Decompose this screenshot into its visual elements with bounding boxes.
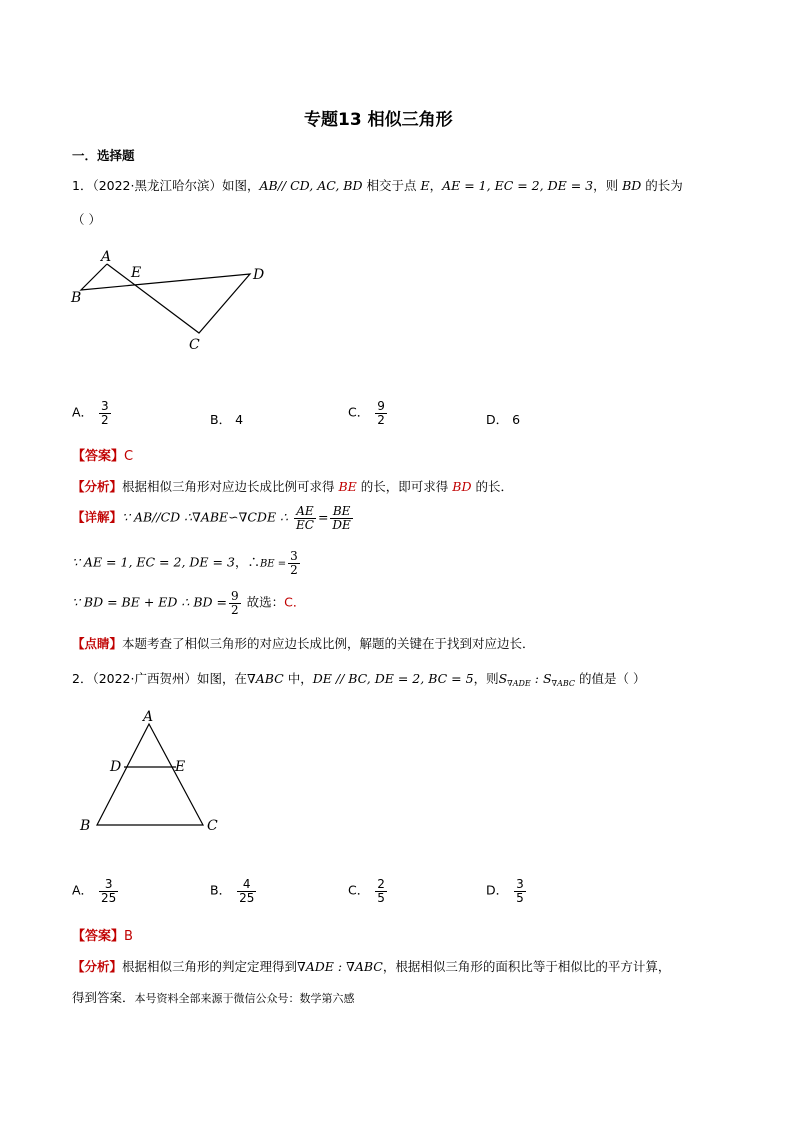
q1-option-d-letter: D． <box>486 412 509 427</box>
q1-detail-eq: = <box>317 509 329 525</box>
q2-option-c-num: 2 <box>377 877 385 891</box>
q1-detail-frac3-den: 2 <box>290 562 298 577</box>
q2-analysis-rel: ∇ADE : ∇ABC <box>297 959 383 974</box>
q2-analysis-text1: 根据相似三角形的判定定理得到 <box>122 959 298 974</box>
q2-label-b: B <box>80 818 91 834</box>
q1-label-a: A <box>101 249 112 265</box>
q2-option-b-num: 4 <box>242 877 251 891</box>
q1-option-c-letter: C． <box>348 404 370 420</box>
q2-option-b[interactable] <box>210 878 258 904</box>
q1-stem-prefix: 1．（2022·黑龙江哈尔滨）如图， <box>72 178 260 193</box>
q1-detail-frac4-den: 2 <box>231 602 239 617</box>
q1-detail-frac2-num: BE <box>332 504 351 518</box>
q1-point-tag: 【点睛】 <box>72 636 123 651</box>
q2-option-a[interactable] <box>72 878 120 904</box>
q2-label-e: E <box>175 759 186 775</box>
q1-detail-line2-sep: ，∴ <box>234 554 260 570</box>
q2-answer-value: B <box>124 929 133 944</box>
page-title: 专题13 相似三角形 <box>304 110 453 130</box>
q2-answer <box>72 925 133 944</box>
q1-detail-line3-choose: 故选： <box>242 594 285 610</box>
q1-option-a[interactable] <box>72 400 113 426</box>
q1-stem-suffix: 的长为 <box>641 178 683 193</box>
q1-detail-line2 <box>72 550 302 576</box>
q1-option-b[interactable] <box>210 410 243 428</box>
q2-option-a-den: 25 <box>101 890 117 905</box>
q2-option-c-letter: C． <box>348 882 370 898</box>
q1-option-a-den: 2 <box>101 412 109 427</box>
q2-option-a-letter: A． <box>72 882 94 898</box>
q1-answer-value: C <box>124 449 134 464</box>
q1-cond2: AE = 1, EC = 2, DE = 3 <box>442 178 594 193</box>
q1-option-a-num: 3 <box>101 399 109 413</box>
q2-mid2: ，则 <box>473 671 499 686</box>
q1-point-text: 本题考查了相似三角形的对应边长成比例，解题的关键在于找到对应边长． <box>122 636 535 651</box>
q2-s2: S <box>542 671 552 686</box>
q1-option-d[interactable] <box>486 410 520 428</box>
q1-analysis <box>72 477 513 495</box>
q1-mid1: 相交于点 <box>362 178 421 193</box>
q1-detail-line1 <box>72 505 355 531</box>
q2-option-d-den: 5 <box>516 890 524 905</box>
q1-detail-frac2-den: DE <box>332 517 351 532</box>
q1-detail-frac1-den: EC <box>295 517 314 532</box>
q2-cond: DE // BC, DE = 2, BC = 5 <box>312 671 474 686</box>
q1-option-b-text: 4 <box>235 412 244 427</box>
q2-label-c: C <box>207 818 218 834</box>
q1-answer-tag: 【答案】 <box>72 449 125 464</box>
q1-point-e: E <box>420 178 430 193</box>
q1-detail-line3 <box>72 590 305 616</box>
q1-analysis-tag: 【分析】 <box>72 479 123 494</box>
q1-analysis-text2: 的长，即可求得 <box>356 479 453 494</box>
q2-analysis-line2 <box>72 988 355 1006</box>
q2-analysis-line2-text: 得到答案． <box>72 990 135 1005</box>
q2-analysis <box>72 957 670 975</box>
q1-paren: （ ） <box>72 212 101 227</box>
q2-label-a: A <box>143 709 154 725</box>
q1-detail-frac1-num: AE <box>296 504 314 518</box>
q2-stem-prefix: 2．（2022·广西贺州）如图，在 <box>72 671 247 686</box>
q1-option-c-num: 9 <box>377 399 385 413</box>
q1-stem <box>72 176 683 194</box>
q1-figure-lines <box>81 264 250 333</box>
q1-cond1: AB// CD, AC, BD <box>259 178 363 193</box>
q2-option-d-letter: D． <box>486 882 509 898</box>
q1-analysis-text3: 的长． <box>471 479 513 494</box>
q1-detail-tag: 【详解】 <box>72 509 123 525</box>
q1-option-d-text: 6 <box>512 412 521 427</box>
q2-colon: : <box>530 671 543 686</box>
q2-s1: S <box>498 671 508 686</box>
q1-detail-frac3-num: 3 <box>290 549 298 563</box>
q1-option-c-den: 2 <box>377 412 385 427</box>
q2-option-c-den: 5 <box>377 890 385 905</box>
section-heading: 一．选择题 <box>72 148 135 163</box>
q2-option-b-den: 25 <box>239 890 255 905</box>
q1-option-b-letter: B． <box>210 412 232 427</box>
q1-analysis-text1: 根据相似三角形对应边长成比例可求得 <box>122 479 339 494</box>
q2-analysis-tag: 【分析】 <box>72 959 123 974</box>
q1-point <box>72 634 535 652</box>
q1-label-d: D <box>253 267 265 283</box>
q1-mid2: ，则 <box>593 178 623 193</box>
q1-label-e: E <box>131 265 142 281</box>
q1-label-c: C <box>189 337 200 353</box>
q1-detail-line3-text: ∵ BD = BE + ED ∴ BD = <box>72 594 227 610</box>
q1-label-b: B <box>71 290 82 306</box>
q2-figure <box>70 705 230 835</box>
q2-watermark: 本号资料全部来源于微信公众号：数学第六感 <box>134 992 355 1005</box>
q2-stem <box>72 669 646 688</box>
q1-detail-line2-be: BE = <box>259 558 287 570</box>
q2-sub2: ∇ABC <box>551 679 576 688</box>
q2-label-d: D <box>110 759 122 775</box>
q1-analysis-bd: BD <box>452 479 472 494</box>
q1-analysis-be: BE <box>338 479 357 494</box>
q1-option-c[interactable] <box>348 400 389 426</box>
q2-stem-suffix: 的值是（ ） <box>575 671 646 686</box>
q1-option-a-letter: A． <box>72 404 94 420</box>
q2-option-d[interactable] <box>486 878 528 904</box>
q2-option-a-num: 3 <box>104 877 113 891</box>
q2-option-d-num: 3 <box>516 877 524 891</box>
q2-answer-tag: 【答案】 <box>72 929 125 944</box>
q1-figure <box>60 245 290 355</box>
q1-detail-frac4-num: 9 <box>231 589 239 603</box>
q2-tri: ∇ABC <box>247 671 284 686</box>
q2-mid1: 中， <box>283 671 313 686</box>
q1-detail-line1-text: ∵ AB//CD ∴∇ABE∽∇CDE ∴ <box>122 509 288 525</box>
q1-answer <box>72 445 133 464</box>
q1-detail-line3-answer: C． <box>284 594 306 610</box>
q1-detail-line2-text: ∵ AE = 1, EC = 2, DE = 3 <box>72 554 235 570</box>
q2-sub1: ∇ADE <box>507 679 531 688</box>
q2-option-c[interactable] <box>348 878 389 904</box>
q2-analysis-text2: ，根据相似三角形的面积比等于相似比的平方计算， <box>382 959 671 974</box>
q2-option-b-letter: B． <box>210 882 232 898</box>
q1-bd: BD <box>622 178 642 193</box>
q1-comma: ， <box>429 178 443 193</box>
